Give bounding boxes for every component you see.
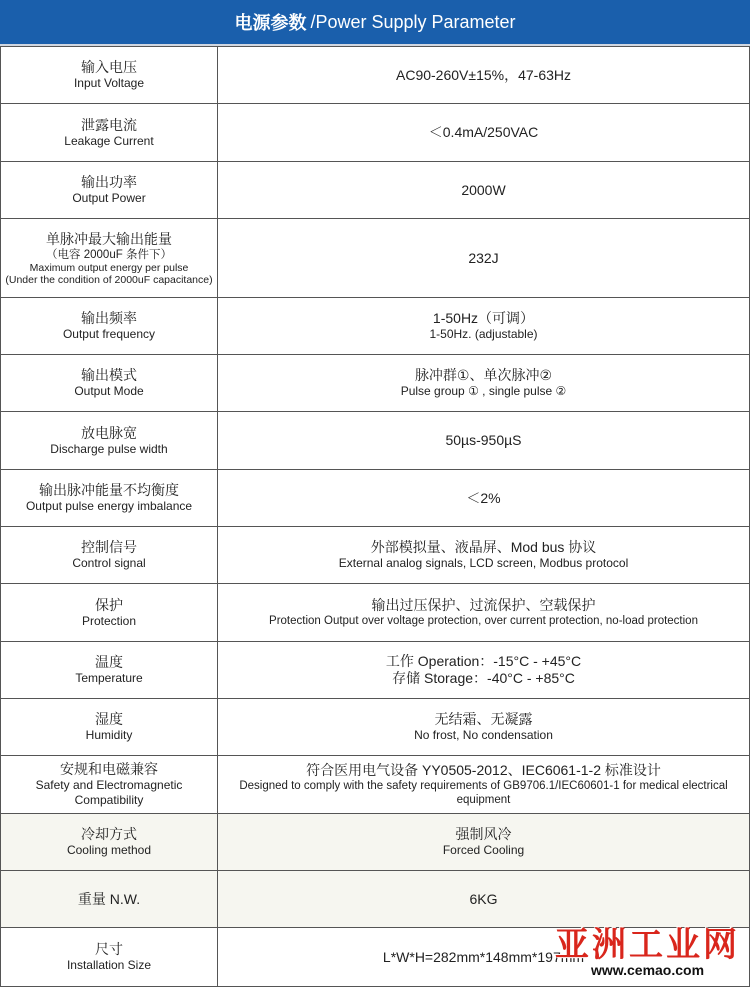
value-en: 1-50Hz. (adjustable) (429, 327, 538, 341)
site-watermark (555, 926, 740, 978)
table-row (1, 104, 750, 162)
label-cell (1, 584, 218, 642)
value-cn: ＜2% (466, 489, 501, 506)
label-en-1: Maximum output energy per pulse (29, 261, 189, 274)
label-en-2: (Under the condition of 2000uF capacitance) (5, 273, 213, 286)
value-cn: 外部模拟量、液晶屏、Mod bus 协议 (370, 539, 597, 555)
value-cell (218, 219, 750, 298)
label-cell (1, 162, 218, 219)
label-cell (1, 642, 218, 699)
label-cn: 输入电压 (81, 59, 137, 75)
table-row (1, 298, 750, 355)
label-cell (1, 219, 218, 298)
label-en: Discharge pulse width (50, 441, 168, 456)
value-cell (218, 298, 750, 355)
value-cn: 输出过压保护、过流保护、空载保护 (371, 596, 596, 613)
table-row (1, 871, 750, 928)
label-sub: （电容 2000uF 条件下） (46, 248, 172, 261)
label-cn: 输出模式 (81, 367, 137, 383)
value-cell (218, 470, 750, 527)
label-cn: 放电脉宽 (81, 424, 137, 441)
value-cn: 50µs-950µS (445, 432, 522, 448)
page-header (0, 0, 750, 46)
label-en: Humidity (85, 728, 133, 742)
value-en: No frost, No condensation (414, 728, 553, 742)
value-cell (218, 162, 750, 219)
label-en: Temperature (75, 671, 143, 685)
value-storage: 存储 Storage：-40°C - +85°C (392, 670, 575, 686)
parameter-table (0, 46, 750, 987)
value-cell (218, 355, 750, 412)
watermark-logo-text: 亚洲工业网 (555, 926, 740, 964)
watermark-url: www.cemao.com (590, 962, 705, 978)
table-row (1, 814, 750, 871)
value-cell (218, 527, 750, 584)
value-cell (218, 642, 750, 699)
header-title-en: /Power Supply Parameter (310, 11, 516, 32)
label-cn: 尺寸 (95, 941, 123, 957)
table-row (1, 642, 750, 699)
label-cn: 安规和电磁兼容 (60, 761, 158, 777)
value-en: Forced Cooling (442, 843, 525, 857)
value-cn: 6KG (469, 890, 498, 907)
label-cn: 温度 (95, 654, 123, 670)
label-cell (1, 527, 218, 584)
value-en: Designed to comply with the safety requirements of GB9706.1/IEC60601-1 for medical electrical equipment (239, 780, 728, 806)
label-en: Installation Size (66, 958, 152, 972)
label-cell (1, 47, 218, 104)
table-row (1, 527, 750, 584)
label-cell (1, 104, 218, 162)
table-row (1, 699, 750, 756)
label-en: Output frequency (62, 327, 156, 341)
value-cn: L*W*H=282mm*148mm*197mm (382, 948, 585, 965)
label-cn: 控制信号 (81, 539, 137, 555)
value-cn: 1-50Hz（可调） (432, 310, 535, 326)
label-en: Output Power (72, 191, 146, 205)
table-row (1, 47, 750, 104)
value-cell (218, 871, 750, 928)
value-cell (218, 47, 750, 104)
table-row (1, 756, 750, 814)
label-cell (1, 470, 218, 527)
value-operation: 工作 Operation：-15°C - +45°C (385, 653, 582, 669)
label-cell (1, 298, 218, 355)
label-cn: 保护 (95, 596, 123, 613)
label-en: Output Mode (74, 384, 144, 398)
value-en: Pulse group ① , single pulse ② (400, 384, 567, 398)
label-cn: 冷却方式 (81, 826, 137, 842)
table-row (1, 355, 750, 412)
value-en: External analog signals, LCD screen, Modbus protocol (338, 556, 629, 570)
label-en: Input Voltage (73, 76, 145, 90)
table-row (1, 470, 750, 527)
table-row (1, 584, 750, 642)
value-cn: 符合医用电气设备 YY0505-2012、IEC6061-1-2 标准设计 (306, 762, 661, 778)
value-cn: 脉冲群①、单次脉冲② (414, 367, 553, 383)
value-cell (218, 412, 750, 470)
value-cn: ＜0.4mA/250VAC (428, 124, 539, 140)
value-cn: 强制风冷 (455, 826, 512, 842)
label-cn: 输出频率 (81, 310, 137, 326)
value-cell (218, 814, 750, 871)
value-cn: AC90-260V±15%，47-63Hz (396, 66, 571, 83)
label-cn: 单脉冲最大输出能量 (46, 230, 172, 247)
label-cell (1, 355, 218, 412)
label-en: Safety and Electromagnetic Compatibility (35, 778, 183, 807)
label-cell (1, 412, 218, 470)
label-cn: 湿度 (95, 711, 123, 727)
label-en: Protection (81, 613, 137, 628)
label-cn: 重量 N.W. (77, 890, 141, 907)
value-cell (218, 699, 750, 756)
label-cell (1, 756, 218, 814)
value-cn: 2000W (461, 181, 506, 198)
label-en: Output pulse energy imbalance (25, 499, 193, 513)
label-en: Leakage Current (64, 133, 154, 148)
label-en: Control signal (72, 556, 146, 570)
label-cell (1, 928, 218, 987)
label-cn: 输出功率 (81, 174, 137, 190)
label-cell (1, 814, 218, 871)
value-cell (218, 584, 750, 642)
label-cell (1, 699, 218, 756)
label-en: Cooling method (66, 843, 152, 857)
table-row (1, 162, 750, 219)
header-title-cn: 电源参数 (234, 13, 307, 33)
label-cn: 泄露电流 (81, 116, 137, 133)
value-cn: 无结霜、无凝露 (434, 711, 533, 727)
value-en: Protection Output over voltage protection, over current protection, no-load protection (269, 614, 698, 627)
value-cn: 232J (468, 249, 499, 266)
table-row (1, 412, 750, 470)
value-cell (218, 104, 750, 162)
label-cell (1, 871, 218, 928)
value-cell (218, 756, 750, 814)
label-cn: 输出脉冲能量不均衡度 (39, 482, 179, 498)
table-row (1, 219, 750, 298)
